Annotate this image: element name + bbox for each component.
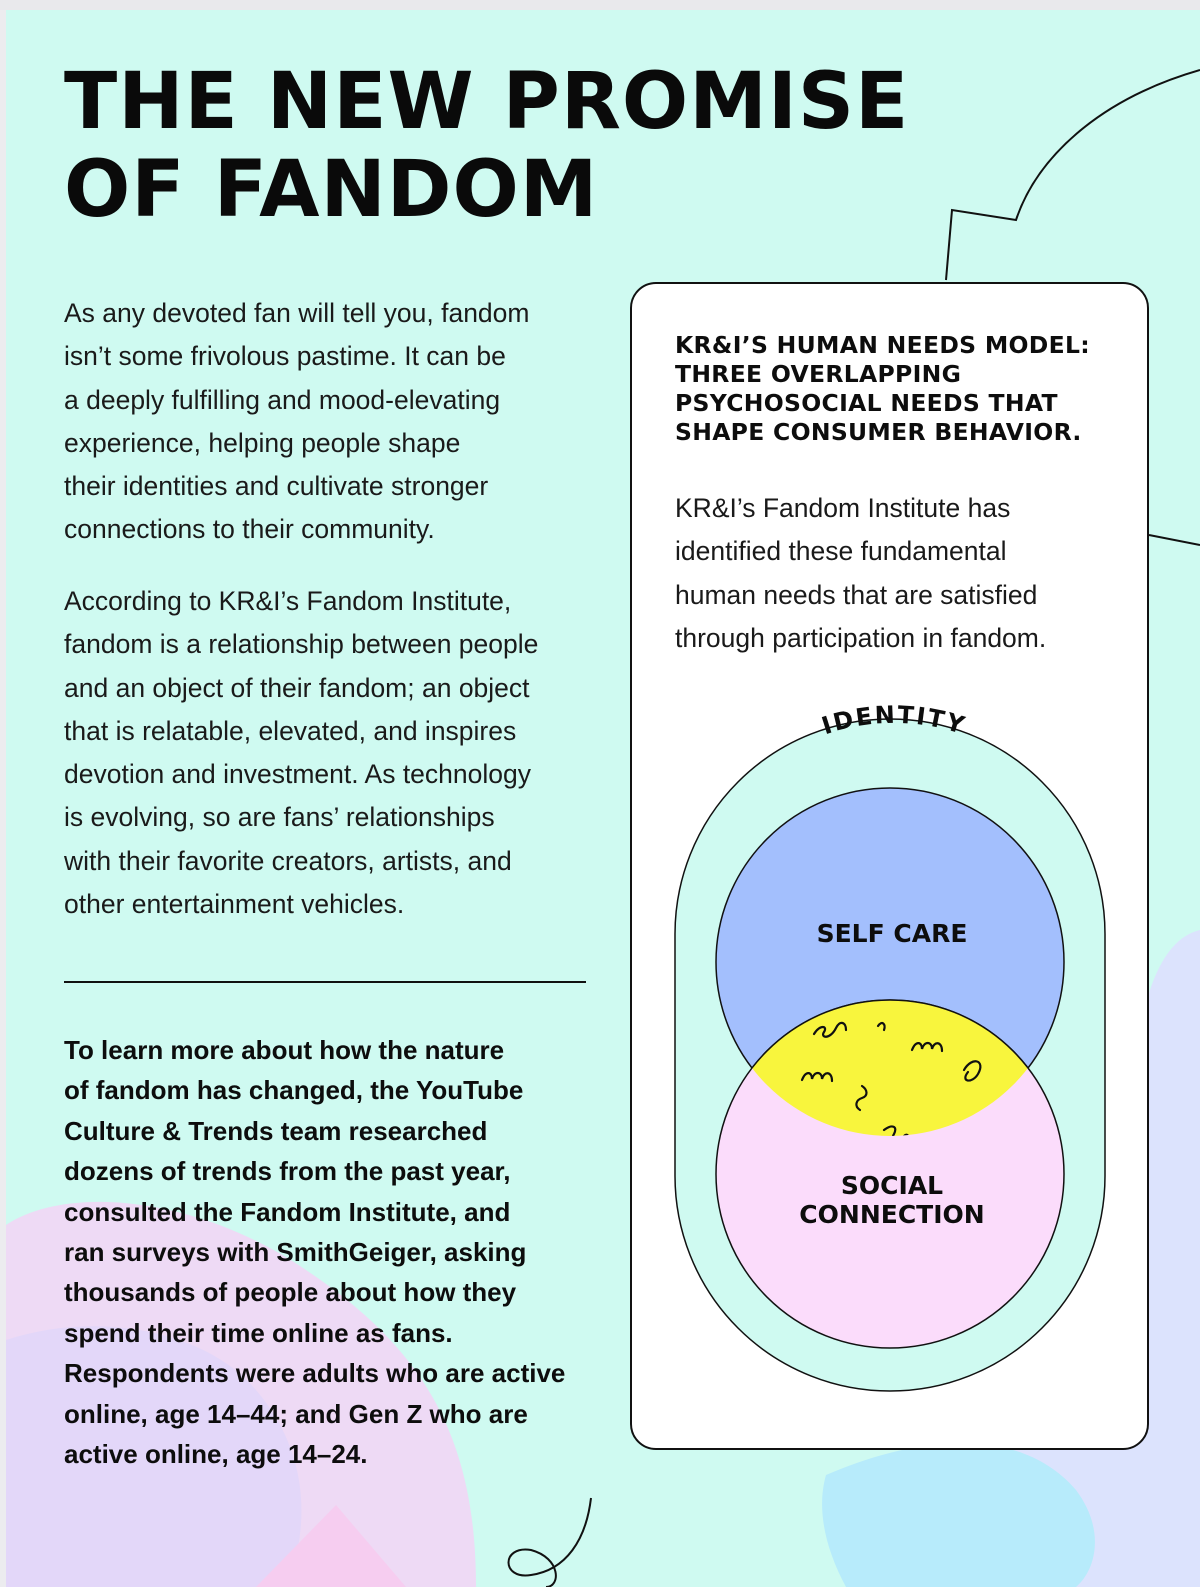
text-line: of fandom has changed, the YouTube — [64, 1075, 524, 1106]
text-line: that is relatable, elevated, and inspires — [64, 715, 517, 746]
page-title — [64, 58, 909, 234]
text-line: through participation in fandom. — [675, 622, 1047, 653]
text-line: and an object of their fandom; an object — [64, 672, 530, 703]
definition-paragraph — [64, 580, 604, 926]
title-line: OF FANDOM — [64, 145, 599, 235]
text-line: spend their time online as fans. — [64, 1317, 453, 1348]
heading-line: SHAPE CONSUMER BEHAVIOR. — [675, 418, 1082, 446]
text-line: KR&I’s Fandom Institute has — [675, 493, 1011, 523]
text-line: To learn more about how the nature — [64, 1035, 505, 1065]
text-line: ran surveys with SmithGeiger, asking — [64, 1237, 527, 1268]
document-page — [6, 10, 1200, 1587]
label-line: SELF CARE — [816, 919, 968, 948]
self-care-label — [742, 919, 1042, 948]
text-line: is evolving, so are fans’ relationships — [64, 802, 495, 833]
label-line: SOCIAL — [840, 1171, 944, 1200]
human-needs-model-card — [630, 282, 1149, 1450]
social-connection-label — [742, 1171, 1042, 1229]
heading-line: THREE OVERLAPPING — [675, 360, 962, 388]
viewer-top-edge — [0, 0, 1200, 10]
text-line: online, age 14–44; and Gen Z who are — [64, 1398, 528, 1429]
text-line: According to KR&I’s Fandom Institute, — [64, 586, 512, 616]
text-line: experience, helping people shape — [64, 427, 461, 458]
text-line: active online, age 14–24. — [64, 1439, 368, 1470]
title-line: THE NEW PROMISE — [64, 57, 910, 147]
text-line: As any devoted fan will tell you, fandom — [64, 298, 530, 328]
text-line: human needs that are satisfied — [675, 579, 1038, 610]
text-line: their identities and cultivate stronger — [64, 471, 489, 502]
research-paragraph — [64, 1030, 604, 1474]
text-line: Culture & Trends team researched — [64, 1115, 488, 1146]
heading-line: PSYCHOSOCIAL NEEDS THAT — [675, 389, 1058, 417]
right-edge-line — [1149, 535, 1200, 545]
section-divider — [64, 981, 586, 983]
text-line: Respondents were adults who are active — [64, 1358, 566, 1389]
text-line: identified these fundamental — [675, 536, 1007, 567]
text-line: thousands of people about how they — [64, 1277, 517, 1308]
intro-paragraph — [64, 292, 604, 552]
text-line: devotion and investment. As technology — [64, 759, 531, 790]
text-line: other entertainment vehicles. — [64, 889, 405, 920]
identity-label-path: IDENTITY — [818, 700, 970, 741]
heading-line: KR&I’S HUMAN NEEDS MODEL: — [675, 331, 1090, 359]
text-line: a deeply fulfilling and mood-elevating — [64, 384, 501, 415]
text-line: connections to their community. — [64, 514, 435, 545]
text-line: dozens of trends from the past year, — [64, 1156, 511, 1187]
label-line: CONNECTION — [799, 1200, 985, 1229]
text-line: isn’t some frivolous pastime. It can be — [64, 341, 506, 372]
text-line: with their favorite creators, artists, and — [64, 845, 512, 876]
text-line: consulted the Fandom Institute, and — [64, 1196, 511, 1227]
text-line: fandom is a relationship between people — [64, 629, 539, 660]
top-right-line-arc — [946, 70, 1200, 280]
human-needs-venn-diagram — [632, 284, 1151, 1452]
bottom-squiggle — [509, 1498, 592, 1587]
